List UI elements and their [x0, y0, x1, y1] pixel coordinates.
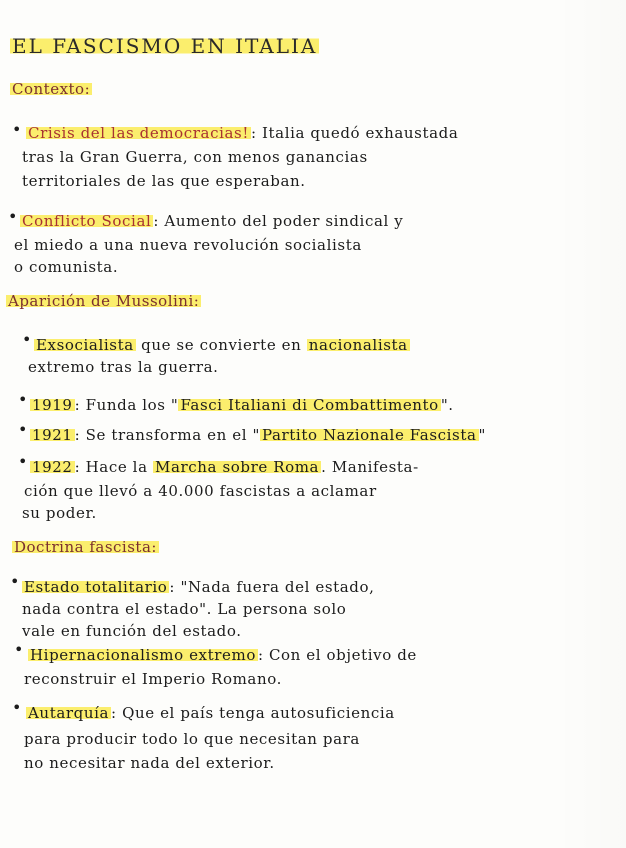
page-title: EL FASCISMO EN ITALIA	[12, 34, 318, 58]
bullet: •	[12, 120, 22, 139]
section-heading-aparicion: Aparición de Mussolini:	[8, 292, 200, 310]
term-fasci: Fasci Italiani di Combattimento	[180, 396, 439, 414]
text-line	[30, 396, 454, 414]
text-fragment: : Que el país tenga autosuficiencia	[111, 704, 395, 722]
bullet: •	[18, 390, 28, 409]
text-line	[30, 426, 486, 444]
year-1919: 1919	[32, 396, 73, 414]
text-line: para producir todo lo que necesitan para	[24, 730, 360, 748]
text-fragment: : Con el objetivo de	[257, 646, 417, 664]
text-line: nada contra el estado". La persona solo	[22, 600, 347, 618]
term-nacionalista: nacionalista	[308, 336, 408, 354]
term-hipernacionalismo: Hipernacionalismo extremo	[30, 646, 256, 664]
text-line	[26, 704, 395, 722]
text-fragment: : "Nada fuera del estado,	[169, 578, 375, 596]
bullet: •	[18, 452, 28, 471]
text-line	[22, 578, 375, 596]
text-line: su poder.	[22, 504, 97, 522]
term-partito: Partito Nazionale Fascista	[261, 426, 477, 444]
bullet: •	[12, 698, 22, 717]
text-fragment: : Se transforma en el "	[74, 426, 260, 444]
text-fragment: ".	[440, 396, 454, 414]
text-line	[26, 124, 458, 142]
bullet: •	[22, 330, 32, 349]
term-autarquia: Autarquía	[28, 704, 110, 722]
text-fragment: "	[478, 426, 486, 444]
bullet: •	[18, 420, 28, 439]
text-line: ción que llevó a 40.000 fascistas a aclamar	[24, 482, 377, 500]
text-line: no necesitar nada del exterior.	[24, 754, 275, 772]
year-1922: 1922	[32, 458, 73, 476]
text-line	[28, 646, 417, 664]
page-edge-shadow	[556, 0, 626, 848]
text-line: extremo tras la guerra.	[28, 358, 219, 376]
term-estado-totalitario: Estado totalitario	[24, 578, 168, 596]
text-line: el miedo a una nueva revolución socialista	[14, 236, 362, 254]
text-fragment: . Manifesta-	[321, 458, 419, 476]
text-line: o comunista.	[14, 258, 119, 276]
section-heading-doctrina: Doctrina fascista:	[14, 538, 157, 556]
term-conflicto: Conflicto Social	[22, 212, 152, 230]
text-line	[20, 212, 403, 230]
text-fragment: que se convierte en	[141, 336, 302, 354]
text-fragment: : Italia quedó exhaustada	[250, 124, 459, 142]
text-line: reconstruir el Imperio Romano.	[24, 670, 282, 688]
text-fragment: : Hace la	[74, 458, 148, 476]
term-exsocialista: Exsocialista	[36, 336, 134, 354]
text-line	[34, 336, 410, 354]
text-line	[30, 458, 419, 476]
bullet: •	[8, 207, 18, 226]
text-line: tras la Gran Guerra, con menos ganancias	[22, 148, 368, 166]
text-fragment: : Funda los "	[74, 396, 179, 414]
bullet: •	[14, 640, 24, 659]
term-marcha: Marcha sobre Roma	[155, 458, 320, 476]
year-1921: 1921	[32, 426, 73, 444]
text-line: territoriales de las que esperaban.	[22, 172, 306, 190]
term-crisis: Crisis del las democracias!	[28, 124, 249, 142]
text-line: vale en función del estado.	[22, 622, 242, 640]
section-heading-contexto: Contexto:	[12, 80, 91, 98]
text-fragment: : Aumento del poder sindical y	[153, 212, 404, 230]
bullet: •	[10, 572, 20, 591]
